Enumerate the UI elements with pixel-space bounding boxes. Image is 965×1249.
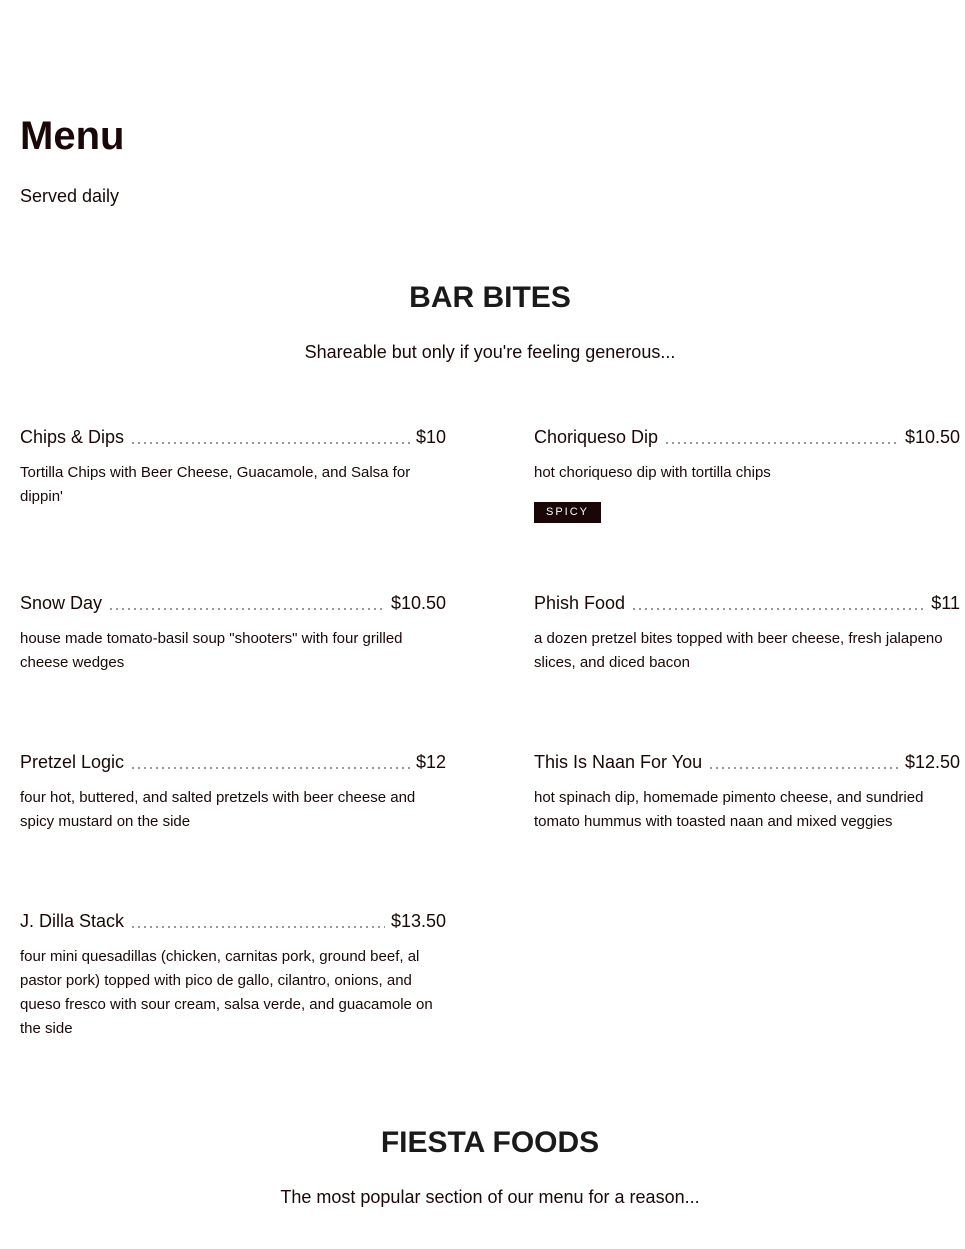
menu-item-this-is-naan-for-you bbox=[534, 750, 960, 834]
menu-item-name: Phish Food bbox=[534, 593, 626, 613]
menu-item-header bbox=[534, 591, 960, 615]
menu-item-choriqueso-dip bbox=[534, 425, 960, 523]
menu-item-name: Snow Day bbox=[20, 593, 103, 613]
dot-leader bbox=[708, 758, 899, 770]
menu-item-description: hot choriqueso dip with tortilla chips bbox=[534, 464, 771, 481]
menu-item-header bbox=[20, 591, 446, 615]
page-title: Menu bbox=[20, 114, 125, 158]
menu-item-price: $12 bbox=[415, 752, 446, 772]
section-description-bar-bites: Shareable but only if you're feeling generous... bbox=[304, 342, 676, 362]
menu-item-price: $12.50 bbox=[904, 752, 960, 772]
menu-item-description: Tortilla Chips with Beer Cheese, Guacamole, and Salsa for dippin' bbox=[20, 464, 411, 505]
menu-item-pretzel-logic bbox=[20, 750, 446, 834]
dot-leader bbox=[631, 599, 925, 611]
menu-item-phish-food bbox=[534, 591, 960, 675]
menu-item-header bbox=[534, 425, 960, 449]
page-subtitle: Served daily bbox=[20, 186, 120, 206]
dot-leader bbox=[130, 917, 385, 929]
menu-item-j-dilla-stack bbox=[20, 909, 446, 1041]
menu-item-chips-dips bbox=[20, 425, 446, 509]
menu-item-name: Pretzel Logic bbox=[20, 752, 125, 772]
menu-item-description: four hot, buttered, and salted pretzels with beer cheese and spicy mustard on the side bbox=[20, 789, 416, 830]
menu-item-header bbox=[20, 750, 446, 774]
menu-item-name: This Is Naan For You bbox=[534, 752, 703, 772]
dot-leader bbox=[130, 758, 410, 770]
section-title-bar-bites: BAR BITES bbox=[409, 281, 571, 314]
menu-item-description: hot spinach dip, homemade pimento cheese, and sundried tomato hummus with toasted naan and mixed veggies bbox=[534, 789, 924, 830]
section-title-fiesta-foods: FIESTA FOODS bbox=[380, 1126, 600, 1159]
menu-item-price: $13.50 bbox=[390, 911, 446, 931]
menu-item-description: house made tomato-basil soup "shooters" with four grilled cheese wedges bbox=[20, 630, 403, 671]
menu-item-header bbox=[20, 425, 446, 449]
menu-item-name: Choriqueso Dip bbox=[534, 427, 659, 447]
menu-item-description: four mini quesadillas (chicken, carnitas pork, ground beef, al pastor pork) topped with pico de gallo, cilantro, onions, and queso fresco with sour cream, salsa verde, and guacamole on the side bbox=[20, 948, 433, 1037]
dot-leader bbox=[108, 599, 385, 611]
menu-item-price: $10 bbox=[415, 427, 446, 447]
menu-item-description: a dozen pretzel bites topped with beer cheese, fresh jalapeno slices, and diced bacon bbox=[534, 630, 943, 671]
spicy-badge: SPICY bbox=[534, 502, 601, 523]
menu-item-header bbox=[20, 909, 446, 933]
menu-item-price: $11 bbox=[931, 593, 960, 613]
menu-item-name: J. Dilla Stack bbox=[20, 911, 125, 931]
menu-item-price: $10.50 bbox=[390, 593, 446, 613]
dot-leader bbox=[664, 433, 899, 445]
section-description-fiesta-foods: The most popular section of our menu for a reason... bbox=[280, 1187, 700, 1207]
dot-leader bbox=[130, 433, 410, 445]
menu-item-header bbox=[534, 750, 960, 774]
menu-item-snow-day bbox=[20, 591, 446, 675]
menu-item-price: $10.50 bbox=[904, 427, 960, 447]
menu-item-name: Chips & Dips bbox=[20, 427, 125, 447]
